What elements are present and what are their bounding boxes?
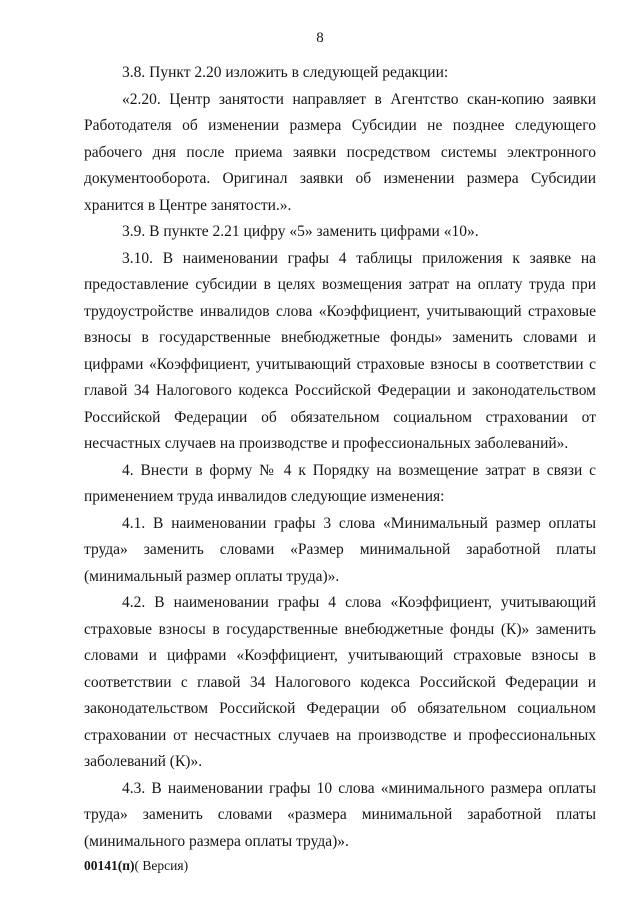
paragraph-2-20-quote: «2.20. Центр занятости направляет в Агентство скан-копию заявки Работодателя об изменении размера Субсидии не позднее следующего рабочего дня после приема заявки посредством системы электронного документооборота. Оригинал заявки об изменении размера Субсидии хранится в Центре занятости.». [84,90,596,214]
paragraph-3-10: 3.10. В наименовании графы 4 таблицы приложения к заявке на предоставление субсидии в целях возмещения затрат на оплату труда при трудоустройстве инвалидов слова «Коэффициент, учитывающий страховые взносы в государственные внебюджетные фонды» заменить словами и цифрами «Коэффициент, учитывающий страховые взносы в соответствии с главой 34 Налогового кодекса Российской Федерации и законодательством Российской Федерации об обязательном социальном страховании от несчастных случаев на производстве и профессиональных заболеваний». [84,249,596,452]
paragraph-4: 4. Внести в форму № 4 к Порядку на возмещение затрат в связи с применением труда инвалидов следующие изменения: [84,461,596,505]
paragraph-3-8: 3.8. Пункт 2.20 изложить в следующей редакции: [122,64,449,81]
paragraph-4-1: 4.1. В наименовании графы 3 слова «Минимальный размер оплаты труда» заменить словами «Размер минимальной заработной платы (минимальный размер оплаты труда)». [84,514,596,585]
document-code: 00141(п) [84,858,135,873]
paragraph-4-2: 4.2. В наименовании графы 4 слова «Коэффициент, учитывающий страховые взносы в государственные внебюджетные фонды (К)» заменить словами и цифрами «Коэффициент, учитывающий страховые взносы в соответствии с главой 34 Налогового кодекса Российской Федерации и законодательством Российской Федерации об обязательном социальном страховании от несчастных случаев на производстве и профессиональных заболеваний (К)». [84,594,596,770]
paragraph-3-9: 3.9. В пункте 2.21 цифру «5» заменить цифрами «10». [122,223,479,240]
document-body [84,60,596,855]
paragraph-4-3: 4.3. В наименовании графы 10 слова «минимального размера оплаты труда» заменить словами «размера минимальной заработной платы (минимального размера оплаты труда)». [84,779,596,850]
document-version: ( Версия) [134,858,189,873]
document-footer [84,858,188,874]
page-number: 8 [316,30,324,46]
